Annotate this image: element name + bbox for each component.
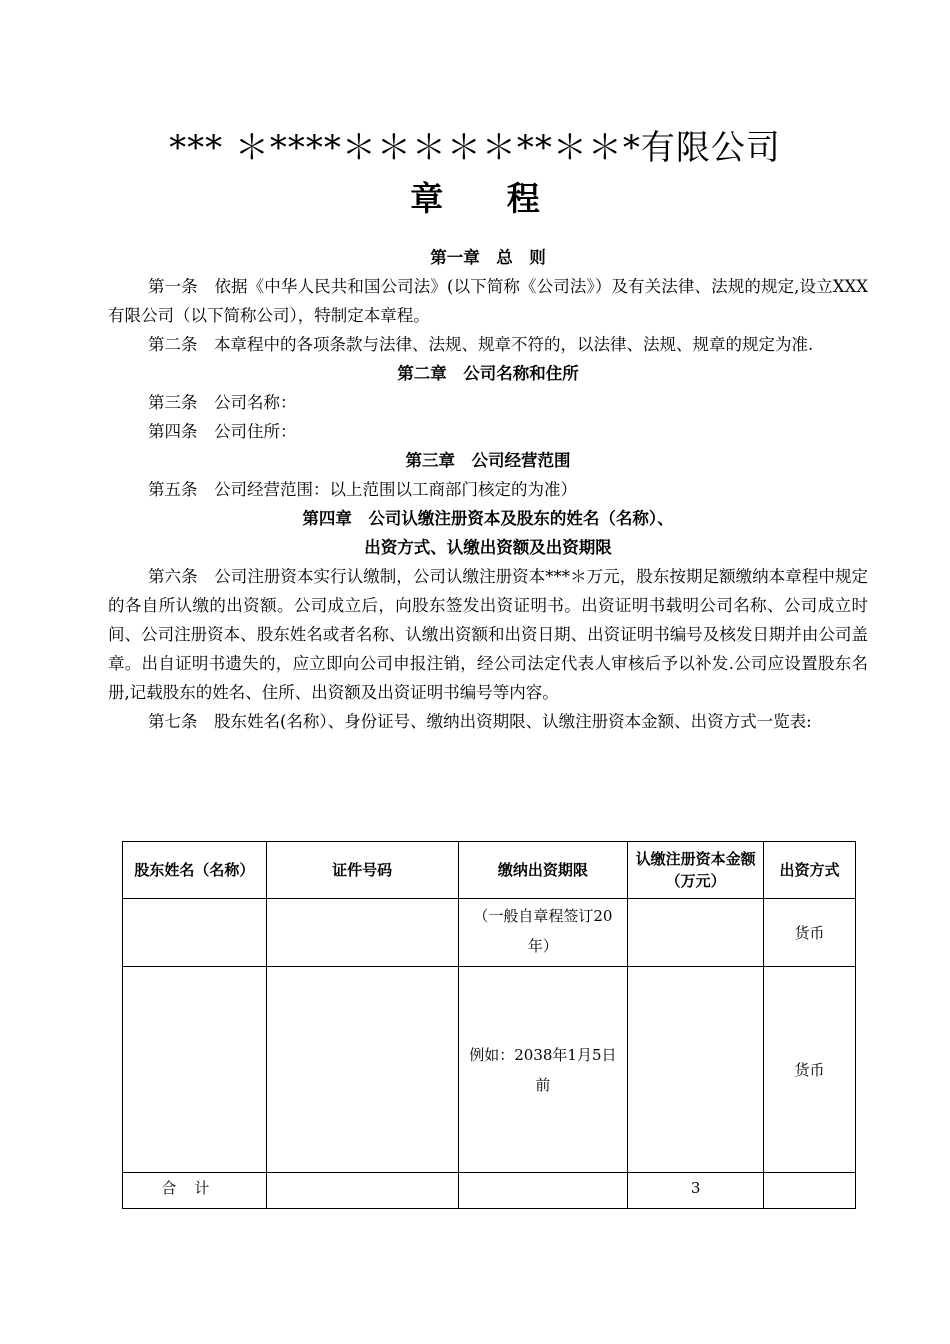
header-payment-term: 缴纳出资期限 [458,842,628,899]
article-2: 第二条 本章程中的各项条款与法律、法规、规章不符的，以法律、法规、规章的规定为准. [148,335,814,354]
chapter-2-heading: 第二章 公司名称和住所 [397,364,579,383]
total-amount: 3 [628,1173,764,1209]
article-1: 第一条 依据《中华人民共和国公司法》(以下简称《公司法》）及有关法律、法规的规定,设立XXX有限公司（以下简称公司），特制定本章程。 [108,277,868,325]
chapter-4-heading-line1: 第四章 公司认缴注册资本及股东的姓名（名称）、 [302,509,674,528]
cell-term: （一般自章程签订20年） [458,899,628,967]
total-empty-cell [458,1173,628,1209]
table-row [123,967,856,1173]
document-title: 章 程 [410,179,566,218]
total-label: 合计 [123,1173,267,1209]
article-7: 第七条 股东姓名(名称）、身份证号、缴纳出资期限、认缴注册资本金额、出资方式一览表: [148,712,812,731]
chapter-4-heading-line2: 出资方式、认缴出资额及出资期限 [364,538,612,557]
cell-term: 例如：2038年1月5日前 [458,967,628,1173]
total-empty-cell [764,1173,856,1209]
article-3: 第三条 公司名称： [148,393,297,412]
chapter-1-heading: 第一章 总 则 [430,248,546,267]
cell-amount [628,967,764,1173]
article-6: 第六条 公司注册资本实行认缴制，公司认缴注册资本***＊万元，股东按期足额缴纳本章程中规定的各自所认缴的出资额。公司成立后，向股东签发出资证明书。出资证明书载明公司名称、公司成立时间、公司注册资本、股东姓名或者名称、认缴出资额和出资日期、出资证明书编号及核发日期并由公司盖章。出自证明书遗失的，应立即向公司申报注销，经公司法定代表人审核后予以补发.公司应设置股东名册,记载股东的姓名、住所、出资额及出资证明书编号等内容。 [108,567,868,702]
header-subscribed-amount: 认缴注册资本金额（万元） [628,842,764,899]
header-contribution-method: 出资方式 [764,842,856,899]
article-5: 第五条 公司经营范围：以上范围以工商部门核定的为准） [148,480,577,499]
chapter-3-heading: 第三章 公司经营范围 [405,451,571,470]
cell-amount [628,899,764,967]
article-4: 第四条 公司住所： [148,422,297,441]
header-shareholder-name: 股东姓名（名称） [123,842,267,899]
cell-name [123,899,267,967]
header-id-number: 证件号码 [266,842,458,899]
total-empty-cell [266,1173,458,1209]
cell-name [123,967,267,1173]
shareholder-table [122,841,856,1209]
company-title: *** ＊****＊＊＊＊＊**＊＊*有限公司 [169,128,781,168]
cell-id [266,967,458,1173]
table-row [123,899,856,967]
cell-id [266,899,458,967]
table-header-row [123,842,856,899]
cell-method: 货币 [764,899,856,967]
cell-method: 货币 [764,967,856,1173]
document-body [108,243,868,736]
table-total-row [123,1173,856,1209]
